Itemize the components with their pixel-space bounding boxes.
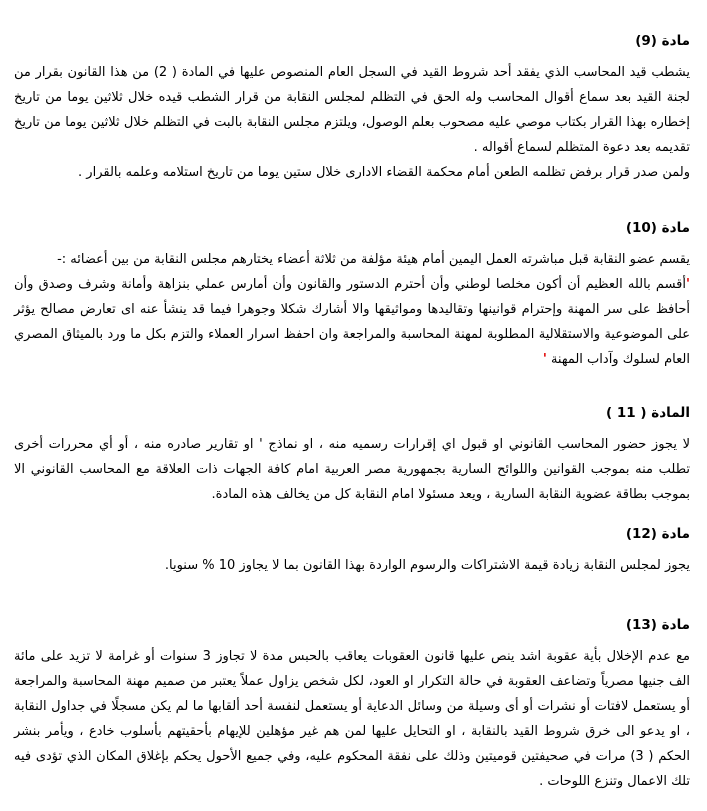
article-10-intro: يقسم عضو النقابة قبل مباشرته العمل اليمين أمام هيئة مؤلفة من ثلاثة أعضاء يختارهم مجلس النقابة من بين أعضائه :-: [57, 252, 690, 267]
article-10-oath: [14, 272, 690, 372]
article-11: [14, 402, 690, 507]
oath-open-quote-mark: ': [686, 277, 690, 292]
article-11-title: المادة ( 11 ): [606, 405, 690, 421]
oath-close-quote-mark: ': [542, 352, 547, 367]
article-13: [14, 614, 690, 794]
article-9-paragraph-1: يشطب قيد المحاسب الذي يفقد أحد شروط القيد في السجل العام المنصوص عليها في المادة ( 2) من هذا القانون بقرار من لجنة القيد بعد سماع أقوال المحاسب وله الحق في التظلم لمجلس النقابة من قرار الشطب قيده خلال ثلاثين يوما من تاريخ إخطاره بهذا القرار بكتاب موصي عليه مصحوب بعلم الوصول، ويلتزم مجلس النقابة بالبت في التظلم خلال ثلاثين يوما من تاريخ تقديمه بعد دعوة المتظلم لسماع أقواله .: [14, 65, 690, 155]
article-12-paragraph-1: يجوز لمجلس النقابة زيادة قيمة الاشتراكات والرسوم الواردة بهذا القانون بما لا يجاوز 10 % سنويا.: [164, 558, 690, 573]
article-12: [14, 523, 690, 578]
article-10-title: مادة (10): [625, 220, 690, 236]
article-9-paragraph-2: ولمن صدر قرار برفض تظلمه الطعن أمام محكمة القضاء الادارى خلال ستين يوما من تاريخ استلامه وعلمه بالقرار .: [78, 165, 690, 180]
article-13-title: مادة (13): [625, 617, 690, 633]
article-12-title: مادة (12): [625, 526, 690, 542]
article-9-title: مادة (9): [635, 33, 690, 49]
article-13-paragraph-1: مع عدم الإخلال بأية عقوبة اشد ينص عليها قانون العقوبات يعاقب بالحبس مدة لا تجاوز 3 سنوات أو غرامة لا تزيد على مائة الف جنيها مصرياً وتضاعف العقوبة في حالة التكرار او العود، لكل شخص يزاول عملاً يعتبر من صميم مهنة المحاسبة والمراجعة أو يستعمل لافتات أو نشرات أو أى وسيلة من وسائل الدعاية أو يستعمل لنفسة أحد ألقابها ما لم يكن مسجلًا في جداول النقابة ، او يدعو الى خرق شروط القيد بالنقابة ، او التحايل عليها لمن هم غير مؤهلين للإيهام بأحقيتهم بأسلوب خادع ، ويأمر بنشر الحكم ( 3) مرات في صحيفتين قوميتين وذلك على نفقة المحكوم عليه، وفي جميع الأحول يحكم بإغلاق المكان الذي تؤدى فيه تلك الاعمال وتنزع اللوحات .: [14, 649, 690, 789]
article-11-paragraph-1: لا يجوز حضور المحاسب القانوني او قبول اي إقرارات رسميه منه ، او نماذج ' او تقارير صادره منه ، أو أي محررات أخرى تطلب منه بموجب القوانين واللوائح السارية بجمهورية مصر العربية امام كافة الجهات ذات العلاقة مع المحاسب القانوني الا بموجب بطاقة عضوية النقابة السارية ، ويعد مسئولا امام النقابة كل من يخالف هذه المادة.: [14, 437, 690, 502]
article-9: [14, 30, 690, 185]
oath-text: أقسم بالله العظيم أن أكون مخلصا لوطني وأن أحترم الدستور والقانون وأن أمارس عملي بنزاهة وأمانة وشرف وصدق وأن أحافظ على سر المهنة وإحترام قوانينها وتقاليدها ومواثيقها والا أشارك شكلا وجوهرا فيما قد ينشأ عنه اى تعارض مصالح يؤثر على الموضوعية والاستقلالية المطلوبة لمهنة المحاسبة والمراجعة وان احفظ اسرار العملاء والتزم بكل ما ورد بالميثاق المصري العام لسلوك وآداب المهنة: [14, 277, 690, 367]
article-10: [14, 217, 690, 372]
